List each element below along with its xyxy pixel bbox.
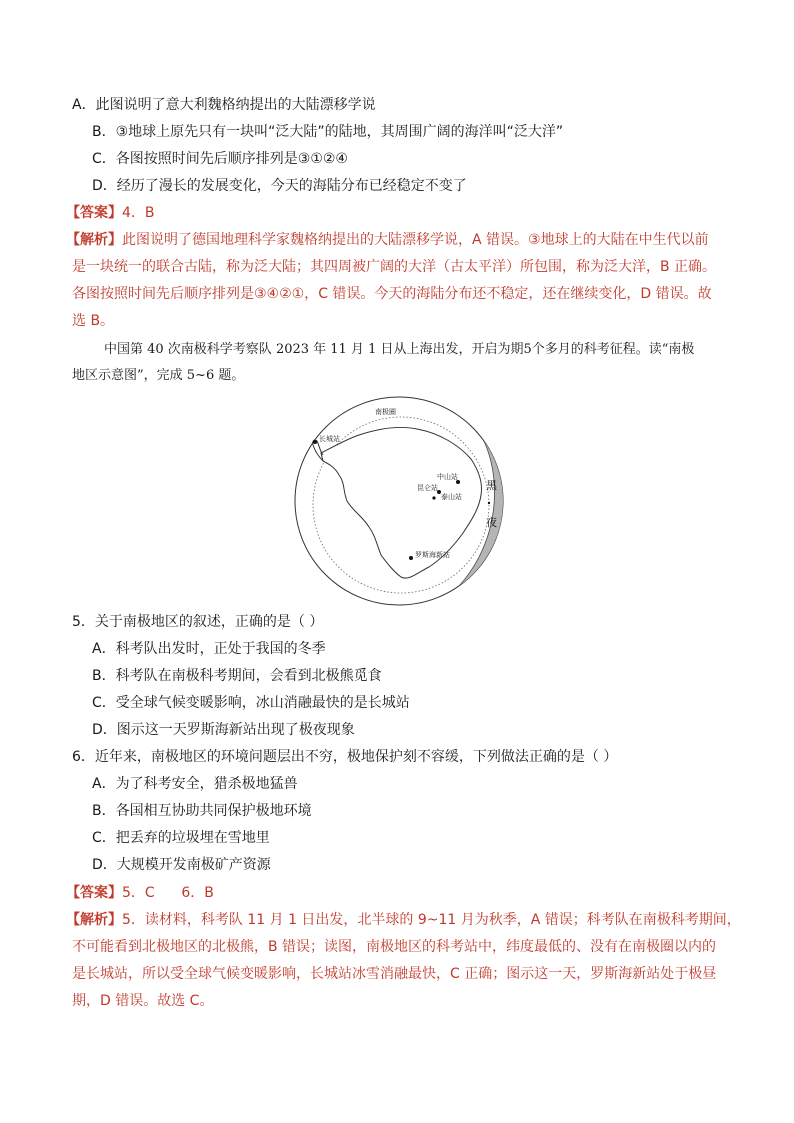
- antarctic-map: [293, 395, 505, 607]
- q5-option-a: A．科考队出发时，正处于我国的冬季: [92, 641, 326, 657]
- q4-option-c: C．各图按照时间先后顺序排列是③①②④: [92, 151, 348, 167]
- analysis-tag: 【解析】: [66, 232, 122, 248]
- q4-option-d: D．经历了漫长的发展变化，今天的海陆分布已经稳定不变了: [92, 178, 467, 194]
- intro-line-1: 中国第 40 次南极科学考察队 2023 年 11 月 1 日从上海出发，开启为期5个多月的科考征程。读“南极: [104, 342, 695, 357]
- map-label-taishan: 泰山站: [441, 493, 462, 501]
- q6-option-c: C．把丢弃的垃圾埋在雪地里: [92, 830, 270, 846]
- q56-answer: [66, 883, 214, 903]
- q4-analysis-line-2: 是一块统一的联合古陆，称为泛大陆；其四周被广阔的大洋（古太平洋）所包围，称为泛大洋，B 正确。: [72, 259, 717, 275]
- q6-option-a: A．为了科考安全，猎杀极地猛兽: [92, 776, 298, 792]
- intro-line-2: 地区示意图”，完成 5~6 题。: [72, 368, 245, 383]
- analysis-tag: 【解析】: [66, 912, 122, 928]
- map-label-night-2: 夜: [486, 516, 497, 529]
- q4-analysis-line-1: 【解析】此图说明了德国地理科学家魏格纳提出的大陆漂移学说，A 错误。③地球上的大陆在中生代以前: [66, 232, 709, 248]
- night-dot: [488, 502, 490, 504]
- q5-stem: 5．关于南极地区的叙述，正确的是（ ）: [72, 614, 324, 630]
- q56-analysis-line-4: 期，D 错误。故选 C。: [72, 993, 214, 1009]
- map-label-zhongshan: 中山站: [437, 473, 458, 481]
- q56-analysis-line-2: 不可能看到北极地区的北极熊，B 错误；读图，南极地区的科考站中，纬度最低的、没有在南极圈以内的: [72, 939, 717, 955]
- q5-option-d: D．图示这一天罗斯海新站出现了极夜现象: [92, 722, 355, 738]
- station-dot-taishan: [432, 496, 435, 499]
- map-label-luosi: 罗斯海新站: [415, 551, 450, 559]
- antarctic-map-svg: [293, 395, 505, 607]
- map-label-changcheng: 长城站: [319, 435, 340, 443]
- q4-option-b: B．③地球上原先只有一块叫“泛大陆”的陆地，其周围广阔的海洋叫“泛大洋”: [92, 124, 564, 140]
- map-label-night-1: 黑: [486, 479, 497, 492]
- q4-analysis-line-3: 各图按照时间先后顺序排列是③④②①，C 错误。今天的海陆分布还不稳定，还在继续变化，D 错误。故: [72, 286, 712, 302]
- map-label-antarctic-circle: 南极圈: [375, 408, 396, 416]
- q56-analysis-line-1: 【解析】5．读材料，科考队 11 月 1 日出发，北半球的 9~11 月为秋季，A 错误；科考队在南极科考期间，: [66, 912, 741, 928]
- answer-value: 4．B: [122, 205, 155, 221]
- q4-analysis-line-4: 选 B。: [72, 313, 115, 329]
- answer-tag: 【答案】: [66, 885, 122, 901]
- q6-option-d: D．大规模开发南极矿产资源: [92, 857, 271, 873]
- q4-answer: [66, 203, 155, 223]
- q6-option-b: B．各国相互协助共同保护极地环境: [92, 803, 312, 819]
- q4-option-a: A．此图说明了意大利魏格纳提出的大陆漂移学说: [72, 97, 376, 113]
- q6-stem: 6．近年来，南极地区的环境问题层出不穷，极地保护刻不容缓，下列做法正确的是（ ）: [72, 749, 618, 765]
- q5-option-c: C．受全球气候变暖影响，冰山消融最快的是长城站: [92, 695, 410, 711]
- map-label-kunlun: 昆仑站: [417, 484, 438, 492]
- station-dot-changcheng: [313, 440, 317, 444]
- answer-tag: 【答案】: [66, 205, 122, 221]
- answer-value: 5．C 6．B: [122, 885, 214, 901]
- station-dot-luosi: [409, 556, 413, 560]
- q5-option-b: B．科考队在南极科考期间，会看到北极熊觅食: [92, 668, 382, 684]
- q56-analysis-line-3: 是长城站，所以受全球气候变暖影响，长城站冰雪消融最快，C 正确；图示这一天，罗斯海新站处于极昼: [72, 966, 717, 982]
